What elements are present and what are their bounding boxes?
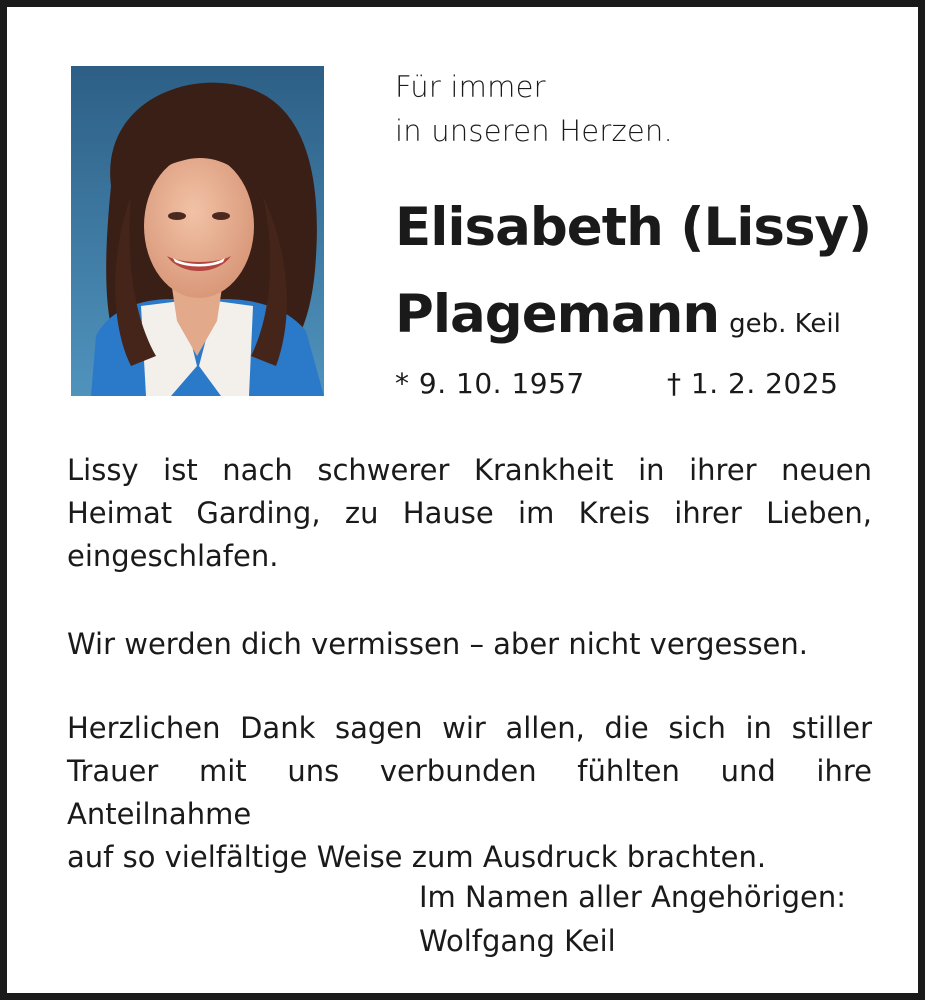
- signature-name: Wolfgang Keil: [419, 924, 616, 958]
- portrait-photo: [71, 66, 324, 396]
- deceased-surname: Plagemann: [395, 284, 720, 345]
- text-line: auf so vielfältige Weise zum Ausdruck brachten.: [67, 840, 767, 874]
- text-line: Trauer mit uns verbunden fühlten und ihre Anteilnahme: [67, 754, 872, 831]
- signature: [419, 875, 846, 963]
- text-line: Wir werden dich vermissen – aber nicht vergessen.: [67, 627, 809, 661]
- deceased-surname-line: [395, 284, 841, 345]
- motto-line: in unseren Herzen.: [395, 114, 673, 148]
- text-line: eingeschlafen.: [67, 539, 279, 573]
- motto: [395, 65, 673, 153]
- text-line: Heimat Garding, zu Hause im Kreis ihrer Lieben,: [67, 496, 872, 530]
- paragraph-announcement: [67, 449, 872, 578]
- death-date: † 1. 2. 2025: [667, 367, 839, 400]
- text-line: Lissy ist nach schwerer Krankheit in ihrer neuen: [67, 453, 872, 487]
- text-line: Herzlichen Dank sagen wir allen, die sich in stiller: [67, 711, 872, 745]
- maiden-name: geb. Keil: [729, 309, 841, 339]
- paragraph-thanks: [67, 707, 872, 879]
- deceased-first-name: Elisabeth (Lissy): [395, 197, 872, 258]
- paragraph-farewell: [67, 623, 872, 666]
- birth-date: * 9. 10. 1957: [395, 367, 585, 400]
- motto-line: Für immer: [395, 70, 546, 104]
- signature-line: Im Namen aller Angehörigen:: [419, 880, 847, 914]
